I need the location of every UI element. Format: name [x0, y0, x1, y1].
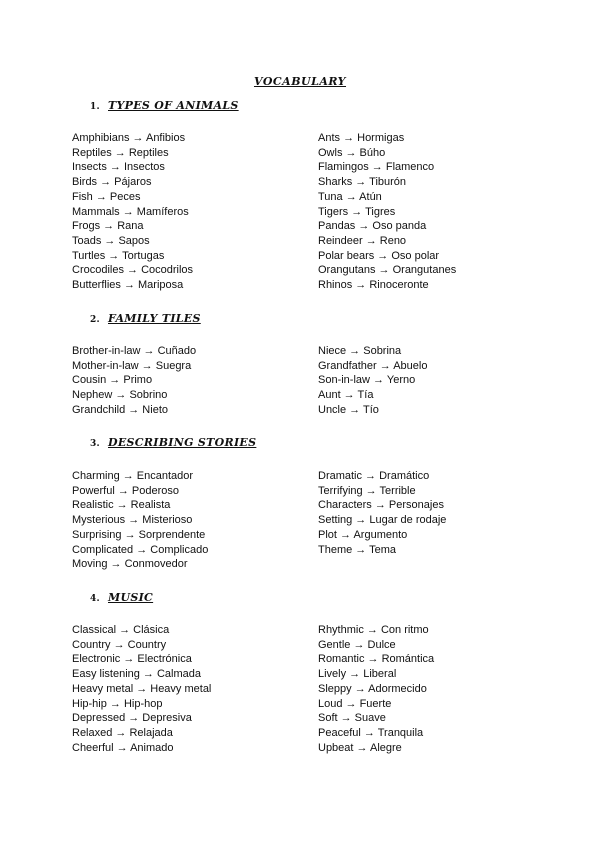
vocab-entry: Soft → Suave	[318, 712, 386, 725]
vocab-entry: Cousin → Primo	[72, 374, 153, 387]
vocab-entry: Tuna → Atún	[318, 190, 382, 203]
vocab-entry: Reindeer → Reno	[318, 234, 407, 247]
vocab-entry: Upbeat → Alegre	[318, 741, 402, 754]
music-left-column	[72, 623, 211, 755]
vocab-entry: Realistic → Realista	[72, 499, 171, 512]
vocab-entry: Nephew → Sobrino	[72, 389, 168, 402]
vocab-entry: Pandas → Oso panda	[318, 220, 427, 233]
vocab-entry: Surprising → Sorprendente	[72, 528, 206, 541]
vocab-entry: Sleppy → Adormecido	[318, 682, 427, 695]
vocab-entry: Insects → Insectos	[72, 161, 165, 174]
vocab-entry: Gentle → Dulce	[318, 638, 396, 651]
vocab-entry: Mother-in-law → Suegra	[72, 359, 192, 372]
vocab-entry: Depressed → Depresiva	[72, 712, 192, 725]
vocab-entry: Rhythmic → Con ritmo	[318, 624, 429, 636]
vocab-entry: Grandfather → Abuelo	[318, 359, 428, 372]
vocab-entry: Turtles → Tortugas	[72, 249, 165, 262]
vocab-entry: Theme → Tema	[318, 543, 397, 556]
vocab-entry: Mysterious → Misterioso	[72, 514, 193, 527]
vocab-entry: Owls → Búho	[318, 146, 386, 159]
vocab-entry: Uncle → Tío	[318, 403, 379, 416]
vocab-entry: Grandchild → Nieto	[72, 403, 168, 416]
vocab-entry: Terrifying → Terrible	[318, 484, 416, 497]
family-right-column	[318, 344, 427, 418]
vocab-entry: Flamingos → Flamenco	[318, 161, 435, 174]
section-heading-stories	[90, 436, 256, 449]
vocab-entry: Romantic → Romántica	[318, 653, 435, 666]
stories-left-column	[72, 469, 208, 572]
vocab-entry: Setting → Lugar de rodaje	[318, 514, 447, 527]
vocab-entry: Charming → Encantador	[72, 470, 194, 482]
vocab-entry: Dramatic → Dramático	[318, 470, 430, 482]
vocab-entry: Moving → Conmovedor	[72, 558, 188, 571]
vocab-entry: Powerful → Poderoso	[72, 484, 179, 497]
vocab-entry: Brother-in-law → Cuñado	[72, 345, 197, 357]
vocab-entry: Mammals → Mamíferos	[72, 205, 189, 218]
vocab-entry: Rhinos → Rinoceronte	[318, 279, 429, 292]
vocab-entry: Son-in-law → Yerno	[318, 374, 416, 387]
vocab-entry: Plot → Argumento	[318, 528, 408, 541]
vocab-entry: Sharks → Tiburón	[318, 176, 407, 189]
vocab-entry: Tigers → Tigres	[318, 205, 396, 218]
vocab-entry: Reptiles → Reptiles	[72, 146, 169, 159]
music-right-column	[318, 623, 434, 755]
vocab-entry: Amphibians → Anfibios	[72, 132, 186, 144]
vocab-entry: Frogs → Rana	[72, 220, 144, 233]
vocab-entry: Easy listening → Calmada	[72, 668, 202, 681]
section-title: FAMILY TILES	[108, 312, 201, 325]
vocab-entry: Fish → Peces	[72, 190, 141, 203]
vocab-entry: Relaxed → Relajada	[72, 726, 173, 739]
vocab-entry: Butterflies → Mariposa	[72, 279, 184, 292]
vocab-entry: Hip-hip → Hip-hop	[72, 697, 163, 710]
section-number: 1.	[90, 102, 100, 112]
vocab-entry: Cheerful → Animado	[72, 741, 174, 754]
vocab-entry: Characters → Personajes	[318, 499, 444, 512]
vocab-entry: Heavy metal → Heavy metal	[72, 682, 212, 695]
vocab-entry: Peaceful → Tranquila	[318, 726, 424, 739]
animals-left-column	[72, 131, 193, 293]
vocab-entry: Complicated → Complicado	[72, 543, 209, 556]
vocab-entry: Birds → Pájaros	[72, 176, 152, 189]
section-number: 3.	[90, 439, 100, 449]
vocab-entry: Crocodiles → Cocodrilos	[72, 264, 194, 277]
animals-right-column	[318, 131, 456, 293]
vocab-entry: Ants → Hormigas	[318, 132, 405, 144]
vocab-entry: Classical → Clásica	[72, 624, 170, 636]
vocab-entry: Polar bears → Oso polar	[318, 249, 440, 262]
vocab-entry: Lively → Liberal	[318, 668, 397, 681]
vocab-entry: Toads → Sapos	[72, 234, 150, 247]
section-heading-animals	[90, 99, 239, 112]
section-number: 4.	[90, 594, 100, 604]
vocab-entry: Electronic → Electrónica	[72, 653, 192, 666]
family-left-column	[72, 344, 196, 418]
section-number: 2.	[90, 315, 100, 325]
section-title: TYPES OF ANIMALS	[108, 99, 239, 112]
section-heading-music	[90, 591, 153, 604]
vocab-entry: Orangutans → Orangutanes	[318, 264, 457, 277]
section-heading-family	[90, 312, 201, 325]
vocab-entry: Loud → Fuerte	[318, 697, 392, 710]
vocab-entry: Niece → Sobrina	[318, 345, 402, 357]
section-title: DESCRIBING STORIES	[108, 436, 257, 449]
stories-right-column	[318, 469, 446, 557]
vocab-entry: Country → Country	[72, 638, 167, 651]
vocab-entry: Aunt → Tía	[318, 389, 374, 402]
section-title: MUSIC	[108, 591, 154, 604]
document-title: VOCABULARY	[253, 75, 347, 88]
